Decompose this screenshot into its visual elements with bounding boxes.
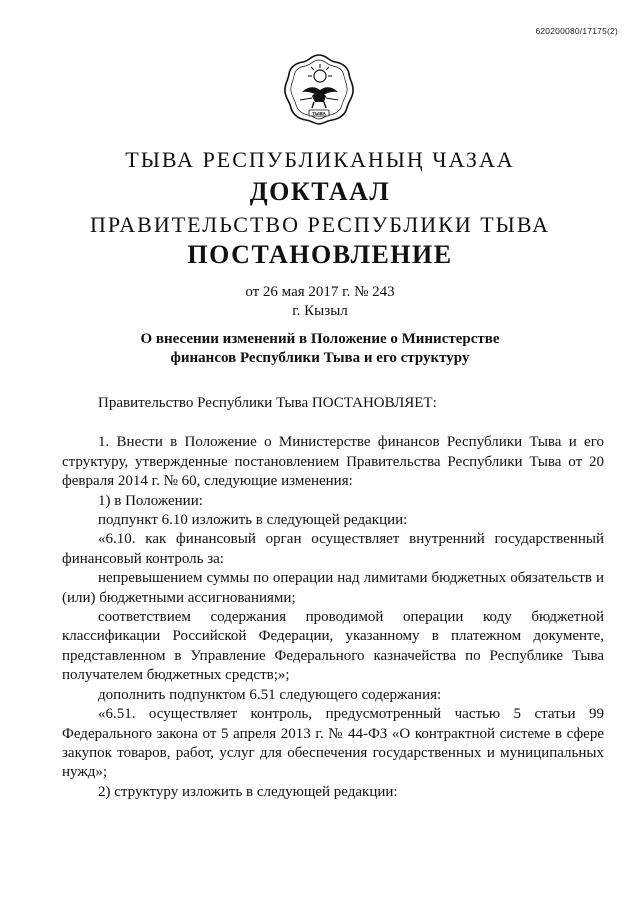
document-id: 620200080/17175(2) <box>535 26 618 36</box>
paragraph-6-51-text: «6.51. осуществляет контроль, предусмотренный частью 5 статьи 99 Федерального закона от 5 апреля 2013 г. № 44-ФЗ «О контрактной системе в сфере закупок товаров, работ, услуг для обеспечения государственных и муниципальных нужд»; <box>62 706 604 781</box>
svg-text:ТЫВА: ТЫВА <box>312 111 326 116</box>
paragraph-6-10-text: «6.10. как финансовый орган осуществляет внутренний государственный финансовый контроль за: <box>62 531 604 567</box>
header-tuvan-doktaal: ДОКТААЛ <box>249 177 391 206</box>
paragraph-classification: соответствием содержания проводимой операции коду бюджетной классификации Российской Федерации, указанному в платежном документе, представленном в Управление Федерального казначейства по Республике Тыва получателем бюджетных средств;»; <box>62 609 604 684</box>
title-line-1: О внесении изменений в Положение о Министерстве <box>140 331 500 347</box>
paragraph-add-6-51: дополнить подпунктом 6.51 следующего содержания: <box>98 686 442 703</box>
paragraph-decree: Правительство Республики Тыва ПОСТАНОВЛЯЕТ: <box>98 395 437 411</box>
paragraph-subitem-6-10: подпункт 6.10 изложить в следующей редакции: <box>98 512 408 529</box>
document-title <box>120 330 520 368</box>
paragraph-item-1: 1) в Положении: <box>98 492 203 509</box>
header-government-name: ПРАВИТЕЛЬСТВО РЕСПУБЛИКИ ТЫВА <box>89 212 551 237</box>
header-resolution: ПОСТАНОВЛЕНИЕ <box>187 240 453 269</box>
coat-of-arms-emblem <box>282 52 356 126</box>
date-and-number: от 26 мая 2017 г. № 243 <box>245 284 395 300</box>
city: г. Кызыл <box>292 303 348 319</box>
header-tuvan-government: ТЫВА РЕСПУБЛИКАНЫҢ ЧАЗАА <box>125 147 515 172</box>
paragraph-1: 1. Внести в Положение о Министерстве финансов Республики Тыва и его структуру, утвержденные постановлением Правительства Республики Тыва от 20 февраля 2014 г. № 60, следующие изменения: <box>62 434 604 490</box>
document-body <box>62 394 604 802</box>
paragraph-limits: непревышением суммы по операции над лимитами бюджетных обязательств и (или) бюджетными ассигнованиями; <box>62 570 604 606</box>
title-line-2: финансов Республики Тыва и его структуру <box>170 350 470 366</box>
paragraph-item-2: 2) структуру изложить в следующей редакции: <box>98 783 398 800</box>
